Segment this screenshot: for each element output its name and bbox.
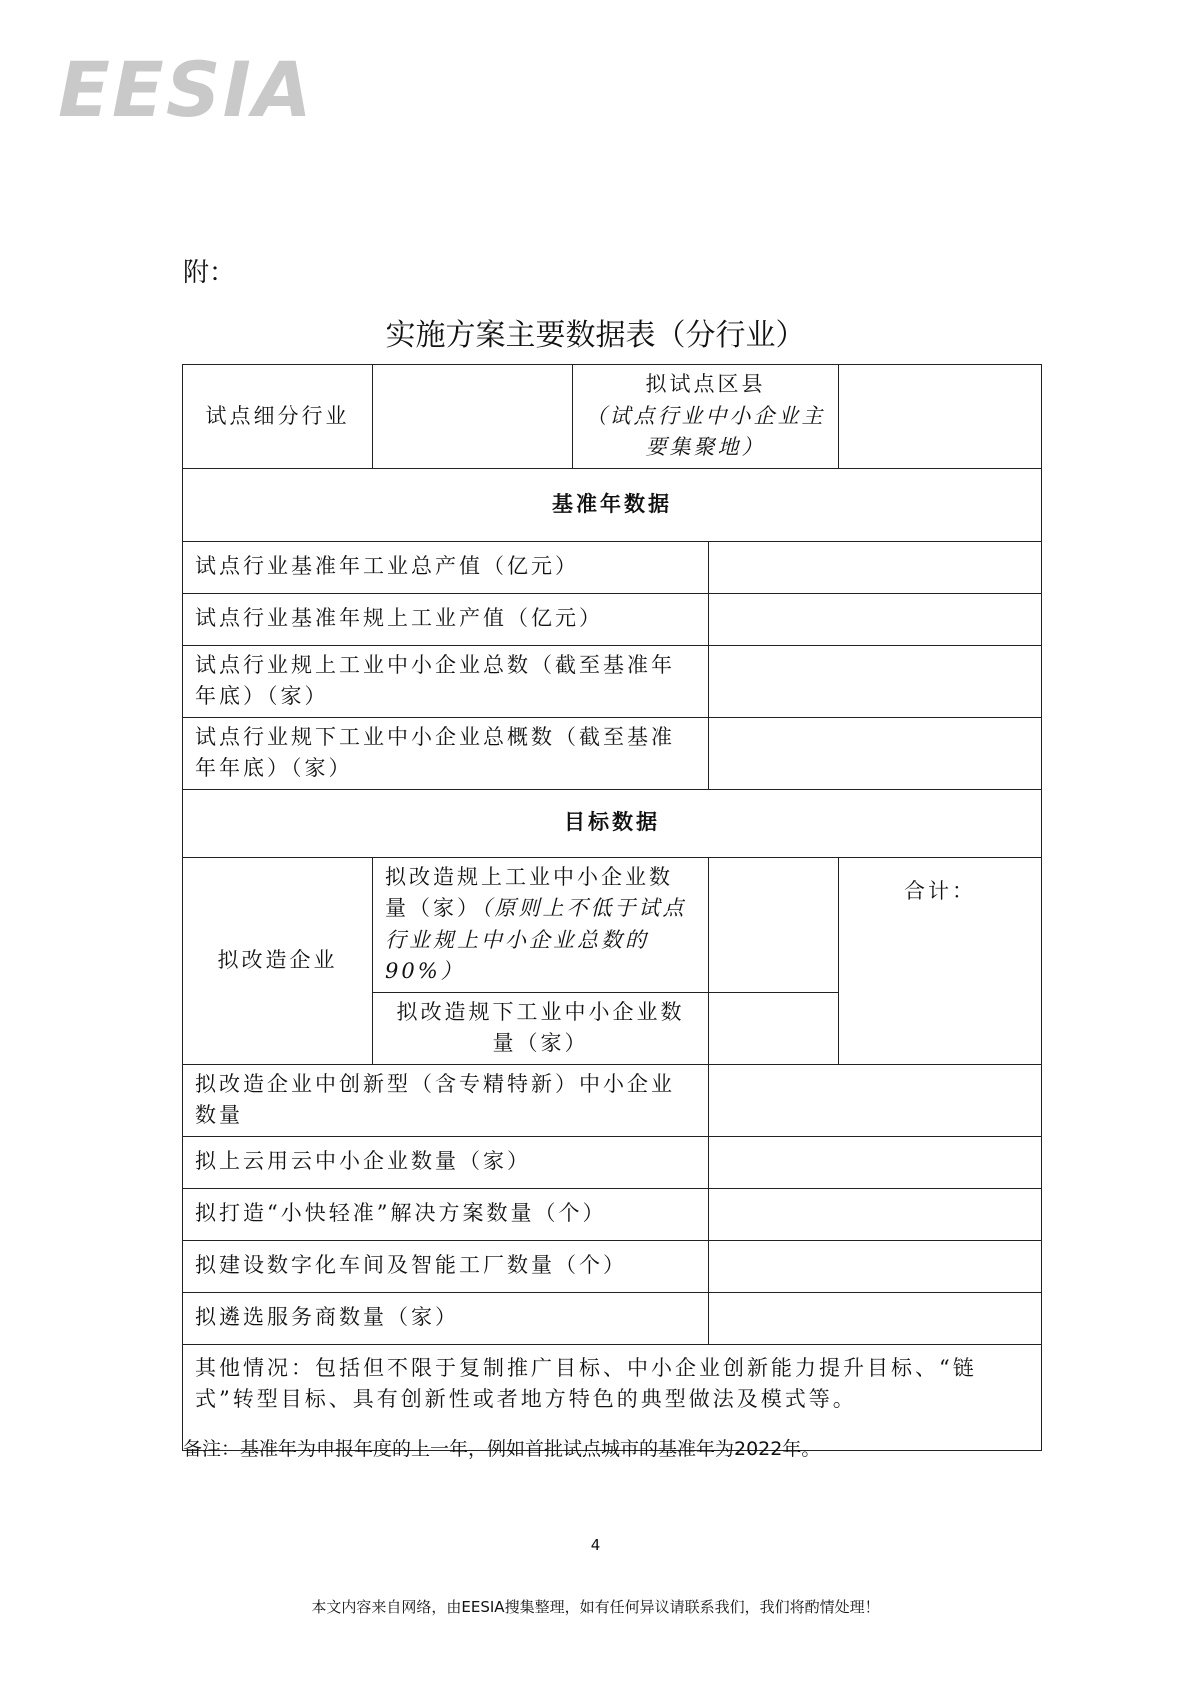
district-value	[839, 365, 1042, 469]
baseline-row-label: 试点行业规下工业中小企业总概数（截至基准年年底）（家）	[183, 717, 709, 789]
renovate-below-label: 拟改造规下工业中小企业数量（家）	[373, 992, 709, 1064]
page-number: 4	[590, 1536, 601, 1554]
renovate-label: 拟改造企业	[183, 857, 373, 1064]
district-note: （试点行业中小企业主要集聚地）	[585, 403, 826, 459]
target-row-label: 拟建设数字化车间及智能工厂数量（个）	[183, 1240, 709, 1292]
baseline-row-label: 试点行业基准年规上工业产值（亿元）	[183, 593, 709, 645]
baseline-row-label: 试点行业规上工业中小企业总数（截至基准年年底）（家）	[183, 645, 709, 717]
target-row-value	[709, 1136, 1042, 1188]
target-row-label: 拟打造“小快轻准”解决方案数量（个）	[183, 1188, 709, 1240]
data-table	[182, 364, 1042, 1451]
district-label: 拟试点区县	[645, 372, 766, 396]
target-row-label: 拟上云用云中小企业数量（家）	[183, 1136, 709, 1188]
page-title: 实施方案主要数据表（分行业）	[385, 318, 806, 353]
target-row-label: 拟改造企业中创新型（含专精特新）中小企业数量	[183, 1064, 709, 1136]
baseline-row-label: 试点行业基准年工业总产值（亿元）	[183, 541, 709, 593]
target-row-value	[709, 1064, 1042, 1136]
baseline-row-value	[709, 593, 1042, 645]
target-header: 目标数据	[183, 789, 1042, 857]
eesia-logo: EESIA	[58, 45, 314, 134]
target-row-label: 拟遴选服务商数量（家）	[183, 1292, 709, 1344]
target-row-value	[709, 1240, 1042, 1292]
target-row-value	[709, 1188, 1042, 1240]
district-label-cell	[573, 365, 839, 469]
footnote: 备注：基准年为申报年度的上一年，例如首批试点城市的基准年为2022年。	[183, 1438, 821, 1460]
total-cell	[839, 857, 1042, 1064]
footer-disclaimer: 本文内容来自网络，由EESIA搜集整理，如有任何异议请联系我们，我们将酌情处理！	[311, 1598, 880, 1616]
renovate-above-value	[709, 857, 839, 992]
renovate-below-value	[709, 992, 839, 1064]
industry-label: 试点细分行业	[183, 365, 373, 469]
baseline-row-value	[709, 541, 1042, 593]
baseline-header: 基准年数据	[183, 468, 1042, 541]
baseline-row-value	[709, 717, 1042, 789]
attachment-label: 附：	[183, 258, 236, 288]
renovate-above-label: 拟改造规上工业中小企业数量（家）	[385, 864, 673, 920]
target-row-value	[709, 1292, 1042, 1344]
total-label: 合计：	[904, 878, 976, 903]
industry-value	[373, 365, 573, 469]
renovate-above-note: （原则上不低于试点行业规上中小企业总数的90%）	[385, 896, 687, 983]
renovate-above-cell	[373, 857, 709, 992]
baseline-row-value	[709, 645, 1042, 717]
other-info: 其他情况：包括但不限于复制推广目标、中小企业创新能力提升目标、“链式”转型目标、具有创新性或者地方特色的典型做法及模式等。	[183, 1344, 1042, 1450]
